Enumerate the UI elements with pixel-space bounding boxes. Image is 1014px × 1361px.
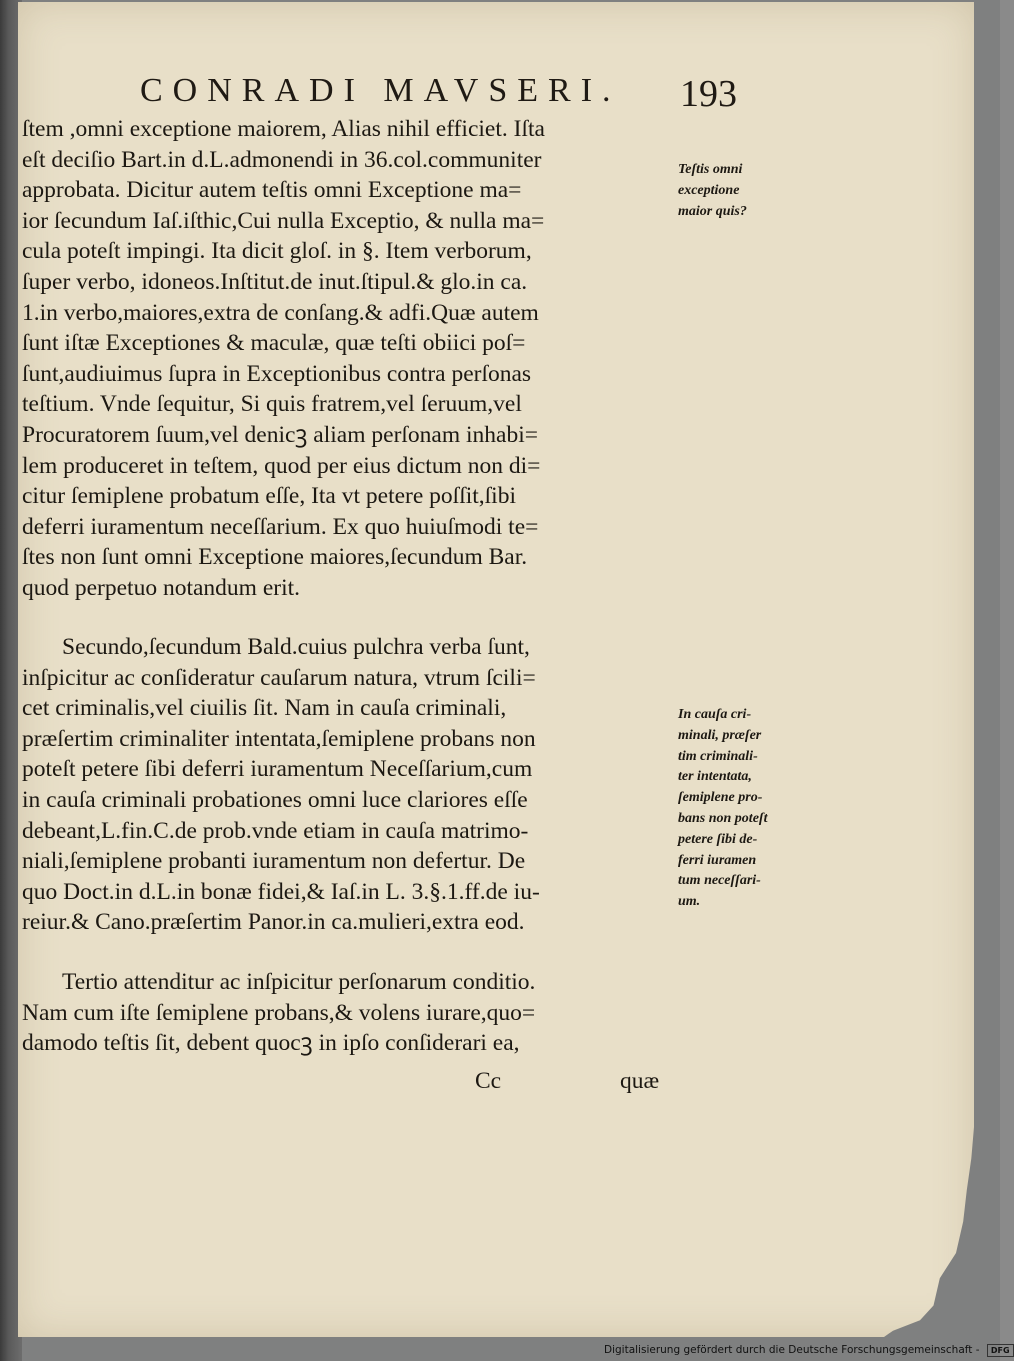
dfg-logo-icon: DFG [987,1344,1014,1357]
catchword: quæ [620,1068,660,1094]
text-line: reiur.& Cano.præſertim Panor.in ca.mulieri,extra eod. [22,909,525,936]
text-line: præſertim criminaliter intentata,ſemiplene probans non [22,725,536,752]
text-line: cet criminalis,vel ciuilis ſit. Nam in cauſa criminali, [22,695,507,722]
text-line: Procuratorem ſuum,vel denicꝫ aliam perſonam inhabi= [22,421,538,448]
text-line: cula poteſt impingi. Ita dicit gloſ. in §. Item verborum, [22,238,532,265]
text-line: ſtes non ſunt omni Exceptione maiores,ſecundum Bar. [22,544,528,571]
text-line: ſtem ,omni exceptione maiorem, Alias nihil efficiet. Iſta [22,116,545,142]
text-line: teſtium. Vnde ſequitur, Si quis fratrem,vel ſeruum,vel [22,391,522,418]
text-line: citur ſemiplene probatum eſſe, Ita vt petere poſſit,ſibi [22,483,516,510]
margin-line: ferri iuramen [678,852,757,868]
text-line: lem produceret in teſtem, quod per eius dictum non di= [22,452,541,479]
digitization-footer [604,1341,1010,1359]
margin-line: exceptione [678,182,740,198]
text-line: debeant,L.fin.C.de prob.vnde etiam in cauſa matrimo- [22,817,529,844]
signature-mark: Cc [475,1068,502,1094]
text-line: deferri iuramentum neceſſarium. Ex quo huiuſmodi te= [22,513,539,540]
margin-line: In cauſa cri- [678,707,752,722]
margin-line: um. [678,894,701,910]
text-line: approbata. Dicitur autem teſtis omni Exceptione ma= [22,177,522,204]
margin-line: Teſtis omni [678,162,743,177]
footer-text: Digitalisierung gefördert durch die Deutsche Forschungsgemeinschaft - [604,1344,980,1356]
text-line: Tertio attenditur ac inſpicitur perſonarum conditio. [62,969,536,995]
text-line: damodo teſtis ſit, debent quocꝫ in ipſo conſiderari ea, [22,1030,520,1057]
text-line: in cauſa criminali probationes omni luce clariores eſſe [22,786,528,813]
text-line: quo Doct.in d.L.in bonæ fidei,& Iaſ.in L. 3.§.1.ff.de iu- [22,878,540,905]
running-title: CONRADI MAVSERI. [140,72,621,109]
page-bottom-marks [22,1068,672,1100]
text-line: poteſt petere ſibi deferri iuramentum Neceſſarium,cum [22,756,533,783]
margin-line: tim criminali- [678,748,758,764]
margin-line: maior quis? [678,203,747,219]
marginal-note-1 [678,160,803,222]
margin-line: tum neceſſari- [678,873,761,889]
text-line: inſpicitur ac conſideratur cauſarum natura, vtrum ſcili= [22,664,536,691]
text-line: eſt deciſio Bart.in d.L.admonendi in 36.col.communiter [22,146,542,173]
margin-line: bans non poteſt [678,810,768,826]
text-line: ſunt,audiuimus ſupra in Exceptionibus contra perſonas [22,360,532,387]
text-line: Nam cum iſte ſemiplene probans,& volens iurare,quo= [22,999,536,1026]
text-line: niali,ſemiplene probanti iuramentum non defertur. De [22,848,526,875]
paragraph-1 [22,114,672,604]
margin-line: minali, præſer [678,727,762,743]
page-number: 193 [680,73,737,115]
torn-corner [884,1127,974,1337]
text-line: Secundo,ſecundum Bald.cuius pulchra verba ſunt, [62,634,530,660]
paragraph-2 [22,632,672,938]
text-line: quod perpetuo notandum erit. [22,574,301,601]
text-line: ſunt iſtæ Exceptiones & maculæ, quæ teſti obiici poſ= [22,330,526,357]
text-line: 1.in verbo,maiores,extra de conſang.& adfi.Quæ autem [22,299,539,326]
margin-line: ſemiplene pro- [678,790,763,806]
marginal-note-2 [678,705,803,913]
margin-line: ter intentata, [678,769,752,785]
text-line: ior ſecundum Iaſ.iſthic,Cui nulla Exceptio, & nulla ma= [22,207,545,234]
margin-line: petere ſibi de- [678,831,758,847]
text-line: ſuper verbo, idoneos.Inſtitut.de inut.ſtipul.& glo.in ca. [22,268,528,295]
paragraph-3 [22,967,672,1059]
